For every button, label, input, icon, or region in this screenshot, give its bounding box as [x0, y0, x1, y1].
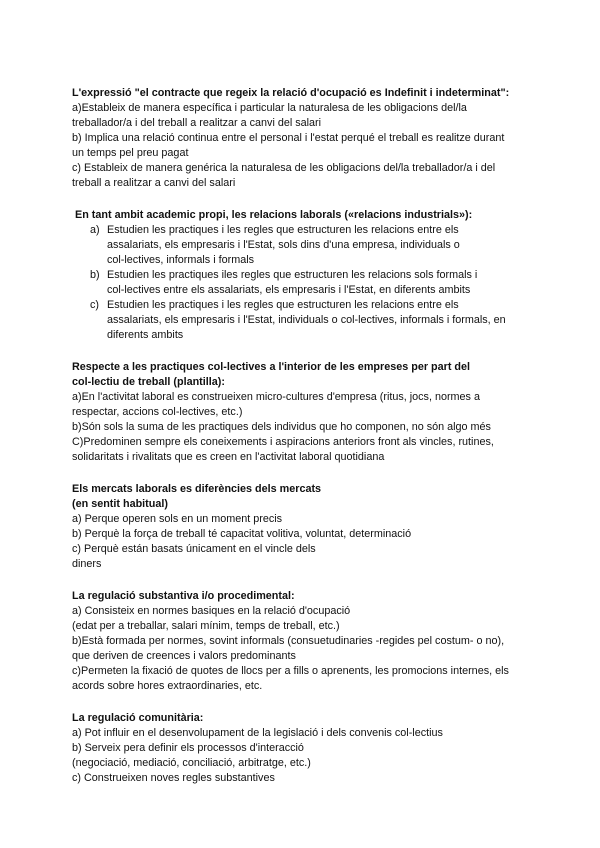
answer-line: treballador/a i del treball a realitzar a canvi del salari — [72, 117, 322, 129]
answer-line: b) Perquè la força de treball té capacitat volitiva, voluntat, determinació — [72, 528, 412, 540]
answer-line: solidaritats i rivalitats que es creen en l'activitat laboral quotidiana — [72, 451, 385, 463]
document-content — [72, 86, 534, 803]
answer-line: c) Construeixen noves regles substantives — [72, 772, 275, 784]
question-practiques-collectives — [72, 360, 534, 465]
answer-line: (negociació, mediació, conciliació, arbitratge, etc.) — [72, 757, 311, 769]
answer-line: b) Implica una relació continua entre el personal i l'estat perqué el treball es realitze durant — [72, 132, 505, 144]
question-regulacio-comunitaria — [72, 711, 534, 786]
answer-line: c) Perquè están basats únicament en el vincle dels — [72, 543, 316, 555]
answer-option-c — [72, 298, 534, 343]
option-line: Estudien les practiques iles regles que estructuren les relacions sols formals i — [107, 269, 478, 281]
answer-option-b — [72, 268, 534, 298]
question-title-line: col-lectiu de treball (plantilla): — [72, 376, 225, 388]
option-label: b) — [90, 269, 100, 281]
answer-line: C)Predominen sempre els coneixements i aspiracions anteriors front als vincles, rutines, — [72, 436, 494, 448]
question-title: La regulació comunitària: — [72, 712, 204, 724]
answer-line: a) Pot influir en el desenvolupament de la legislació i dels convenis col-lectius — [72, 727, 443, 739]
answer-line: b)Està formada per normes, sovint informals (consuetudinaries -regides pel costum- o no), — [72, 635, 505, 647]
answer-line: c) Estableix de manera genérica la naturalesa de les obligacions del/la treballador/a i del — [72, 162, 496, 174]
answer-line: a)En l'activitat laboral es construeixen micro-cultures d'empresa (ritus, jocs, normes a — [72, 391, 480, 403]
answer-line: un temps pel preu pagat — [72, 147, 189, 159]
option-line: col-lectives, informals i formals — [107, 254, 254, 266]
option-line: assalariats, els empresaris i l'Estat, individuals o col-lectives, informals i formals, en — [107, 314, 506, 326]
answer-line: acords sobre hores extraordinaries, etc. — [72, 680, 263, 692]
answer-line: (edat per a treballar, salari mínim, temps de treball, etc.) — [72, 620, 340, 632]
answer-option-a — [72, 223, 534, 268]
option-label: c) — [90, 299, 99, 311]
answer-line: c)Permeten la fixació de quotes de llocs per a fills o aprenents, les promocions internes, els — [72, 665, 509, 677]
question-title-line: (en sentit habitual) — [72, 498, 168, 510]
answer-line: treball a realitzar a canvi del salari — [72, 177, 236, 189]
answer-line: b)Són sols la suma de les practiques dels individus que ho componen, no són algo més — [72, 421, 491, 433]
option-line: assalariats, els empresaris i l'Estat, sols dins d'una empresa, individuals o — [107, 239, 460, 251]
answer-line: que deriven de creences i valors predominants — [72, 650, 296, 662]
question-title: La regulació substantiva i/o procedimental: — [72, 590, 295, 602]
question-title-line: Respecte a les practiques col-lectives a l'interior de les empreses per part del — [72, 361, 471, 373]
question-title-line: Els mercats laborals es diferències dels mercats — [72, 483, 322, 495]
answer-line: a)Estableix de manera específica i particular la naturalesa de les obligacions del/la — [72, 102, 467, 114]
answer-line: a) Consisteix en normes basiques en la relació d'ocupació — [72, 605, 351, 617]
answer-line: a) Perque operen sols en un moment precis — [72, 513, 283, 525]
answer-line: b) Serveix pera definir els processos d'interacció — [72, 742, 304, 754]
option-line: Estudien les practiques i les regles que estructuren les relacions entre els — [107, 224, 459, 236]
answer-line: diners — [72, 558, 102, 570]
option-line: diferents ambits — [107, 329, 184, 341]
question-relacions-laborals — [72, 208, 534, 343]
option-line: Estudien les practiques i les regles que estructuren les relacions entre els — [107, 299, 459, 311]
question-title: L'expressió "el contracte que regeix la relació d'ocupació es Indefinit i indeterminat": — [72, 87, 510, 99]
question-mercats-laborals — [72, 482, 534, 572]
option-label: a) — [90, 224, 100, 236]
option-line: col-lectives entre els assalariats, els empresaris i l'Estat, en diferents ambits — [107, 284, 471, 296]
question-title: En tant ambit academic propi, les relacions laborals («relacions industrials»): — [75, 209, 473, 221]
answer-line: respectar, accions col-lectives, etc.) — [72, 406, 243, 418]
question-contracte — [72, 86, 534, 191]
question-regulacio-substantiva — [72, 589, 534, 694]
